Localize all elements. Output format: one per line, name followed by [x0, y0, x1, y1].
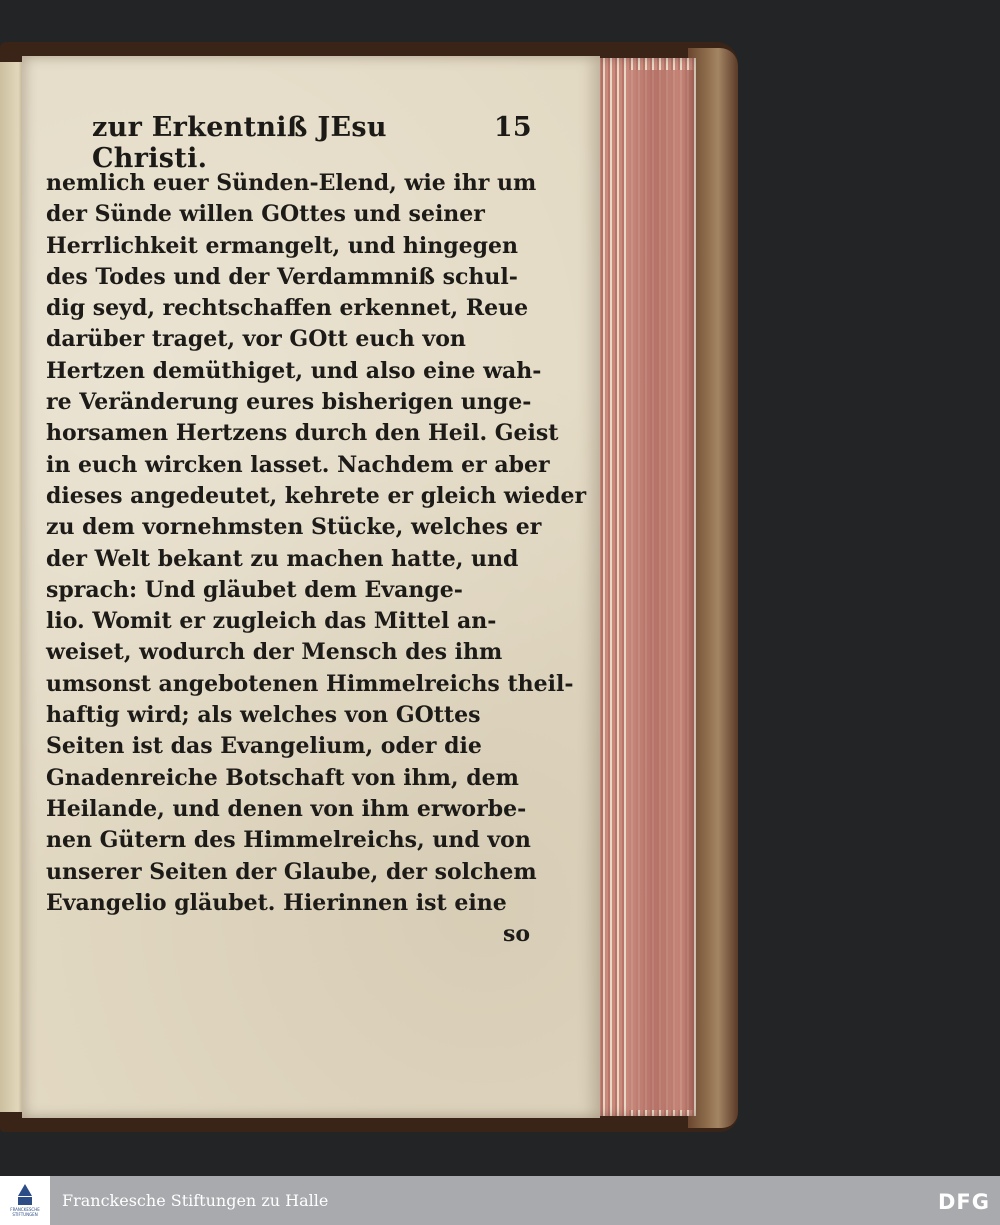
text-line: nen Gütern des Himmelreichs, und von — [46, 827, 531, 854]
text-line: Seiten ist das Evangelium, oder die — [46, 733, 482, 760]
viewer-footer — [0, 1176, 1000, 1225]
text-line: Hertzen demüthiget, und also eine wah- — [46, 357, 542, 384]
page-text — [46, 168, 587, 950]
page-number: 15 — [493, 112, 532, 143]
text-line: sprach: Und gläubet dem Evange- — [46, 576, 463, 603]
text-line: der Welt bekant zu machen hatte, und — [46, 545, 519, 572]
page-header — [92, 112, 532, 174]
logo-roof-shape — [18, 1184, 32, 1196]
catchword: so — [502, 921, 530, 948]
dfg-logo[interactable]: DFG — [937, 1190, 990, 1214]
text-line: Evangelio gläubet. Hierinnen ist eine — [46, 889, 507, 916]
text-line: haftig wird; als welches von GOttes — [46, 702, 481, 729]
text-line: horsamen Hertzens durch den Heil. Geist — [46, 420, 559, 447]
text-line: der Sünde willen GOttes und seiner — [46, 201, 485, 228]
text-line: lio. Womit er zugleich das Mittel an- — [46, 608, 497, 635]
logo-base-shape — [18, 1197, 32, 1205]
text-line: umsonst angebotenen Himmelreichs theil- — [46, 670, 574, 697]
text-line: des Todes und der Verdammniß schul- — [46, 263, 518, 290]
text-line: unserer Seiten der Glaube, der solchem — [46, 858, 537, 885]
text-line: re Veränderung eures bisherigen unge- — [46, 389, 532, 416]
institution-name[interactable]: Franckesche Stiftungen zu Halle — [62, 1191, 329, 1210]
running-head: zur Erkentniß JEsu Christi. — [92, 112, 387, 174]
text-line: zu dem vornehmsten Stücke, welches er — [46, 514, 542, 541]
text-line: darüber traget, vor GOtt euch von — [46, 326, 466, 353]
text-line: weiset, wodurch der Mensch des ihm — [46, 639, 503, 666]
text-line: dieses angedeutet, kehrete er gleich wieder — [46, 482, 587, 509]
text-line: in euch wircken lasset. Nachdem er aber — [46, 451, 550, 478]
text-line: nemlich euer Sünden-Elend, wie ihr um — [46, 170, 537, 196]
logo-text: FRANCKESCHE STIFTUNGEN — [10, 1207, 40, 1217]
text-line: dig seyd, rechtschaffen erkennet, Reue — [46, 295, 529, 322]
text-line: Heilande, und denen von ihm erworbe- — [46, 795, 527, 822]
text-line: Herrlichkeit ermangelt, und hingegen — [46, 232, 518, 259]
text-line: Gnadenreiche Botschaft von ihm, dem — [46, 764, 519, 791]
institution-logo-icon[interactable] — [0, 1176, 50, 1225]
page-fore-edge-shade — [628, 70, 694, 1110]
